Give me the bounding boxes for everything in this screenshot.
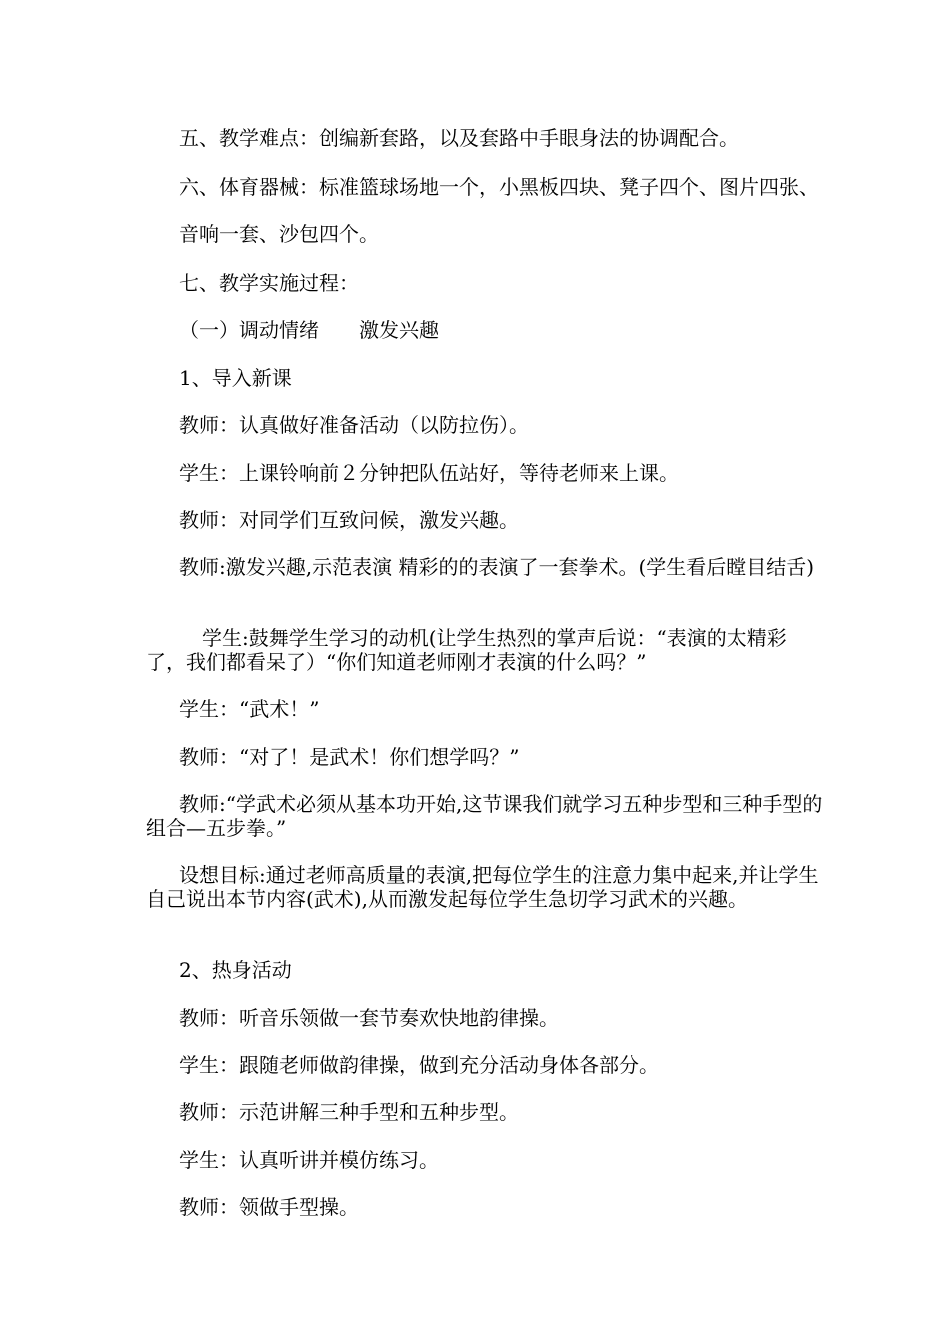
paragraph-student-follow: 学生：跟随老师做韵律操，做到充分活动身体各部分。	[179, 1053, 659, 1077]
paragraph-teacher-hand-exercise: 教师：领做手型操。	[179, 1195, 359, 1219]
paragraph-student-line-up: 学生：上课铃响前２分钟把队伍站好，等待老师来上课。	[179, 461, 679, 485]
paragraph-warmup-heading: 2、热身活动	[179, 958, 292, 982]
paragraph-teacher-greeting: 教师：对同学们互致问候，激发兴趣。	[179, 508, 519, 532]
paragraph-sports-equipment-continued: 音响一套、沙包四个。	[179, 222, 379, 246]
paragraph-teacher-warmup: 教师：认真做好准备活动（以防拉伤）。	[179, 413, 529, 437]
paragraph-student-motivation: 学生:鼓舞学生学习的动机(让学生热烈的掌声后说：“表演的太精彩了，我们都看呆了）“你们知道老师刚才表演的什么吗？”	[146, 626, 787, 674]
paragraph-teacher-question: 教师：“对了！是武术！你们想学吗？”	[179, 745, 520, 769]
paragraph-student-practice: 学生：认真听讲并模仿练习。	[179, 1148, 439, 1172]
paragraph-teaching-difficulty: 五、教学难点：创编新套路，以及套路中手眼身法的协调配合。	[179, 126, 739, 150]
paragraph-intro-heading: 1、导入新课	[179, 366, 292, 390]
paragraph-sports-equipment: 六、体育器械：标准篮球场地一个，小黑板四块、凳子四个、图片四张、	[179, 175, 819, 199]
paragraph-teacher-basics: 教师:“学武术必须从基本功开始,这节课我们就学习五种步型和三种手型的组合—五步拳。”	[146, 792, 823, 840]
paragraph-goal: 设想目标:通过老师高质量的表演,把每位学生的注意力集中起来,并让学生自己说出本节内容(武术),从而激发起每位学生急切学习武术的兴趣。	[146, 863, 819, 911]
paragraph-teacher-demo: 教师:激发兴趣,示范表演 精彩的的表演了一套拳术。(学生看后瞠目结舌)	[179, 555, 815, 579]
paragraph-teaching-process-heading: 七、教学实施过程：	[179, 271, 359, 295]
paragraph-section-one-heading: （一）调动情绪 激发兴趣	[179, 318, 439, 342]
paragraph-teacher-explain: 教师：示范讲解三种手型和五种步型。	[179, 1100, 519, 1124]
paragraph-student-answer: 学生：“武术！”	[179, 697, 320, 721]
paragraph-teacher-music: 教师：听音乐领做一套节奏欢快地韵律操。	[179, 1006, 559, 1030]
